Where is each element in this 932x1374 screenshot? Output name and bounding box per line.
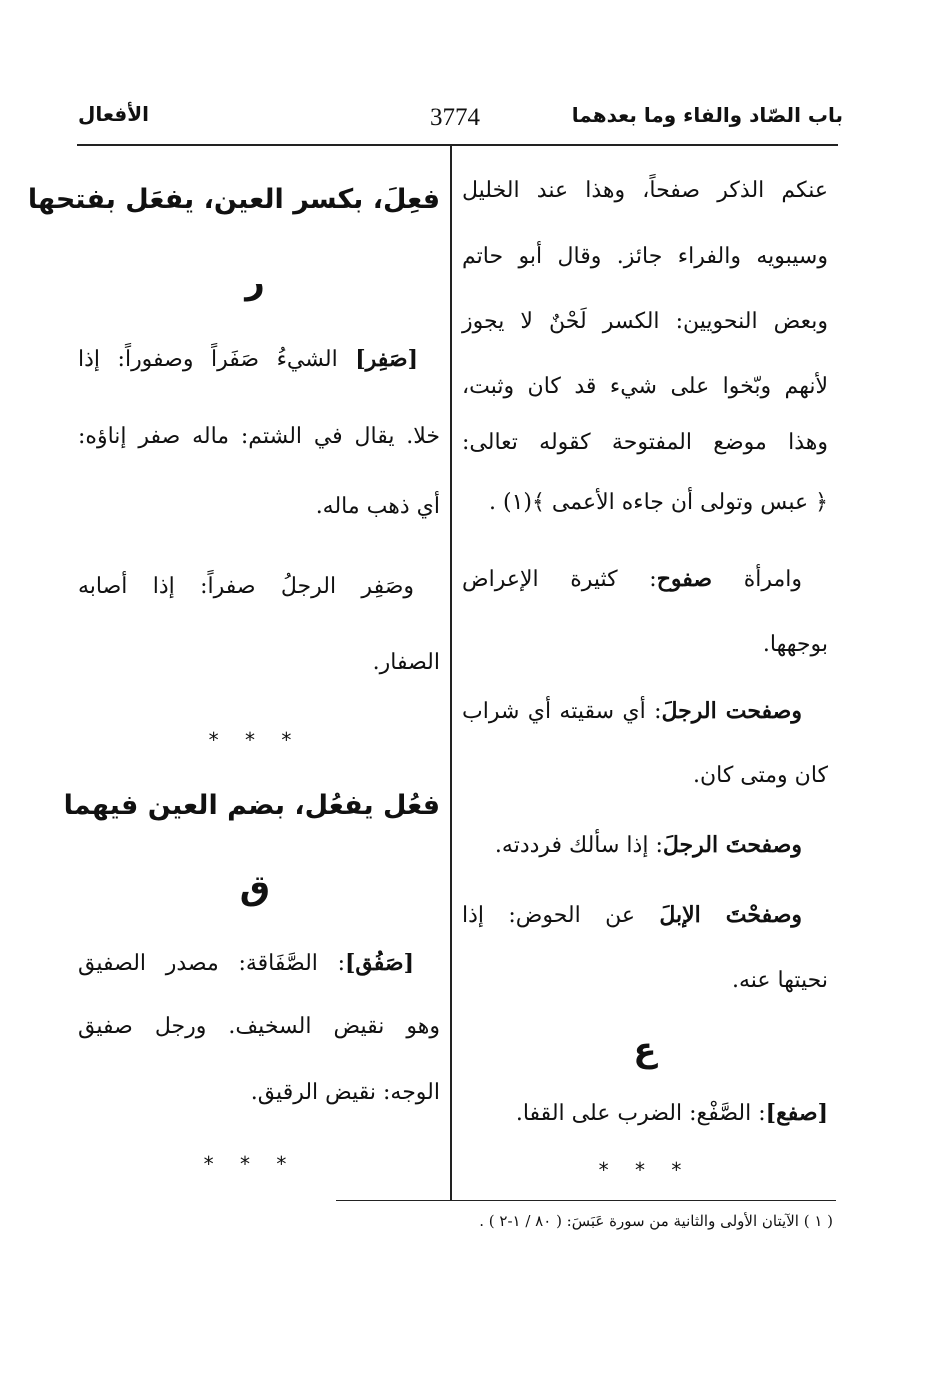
running-head-right: باب الصّاد والفاء وما بعدهما	[571, 103, 843, 127]
entry-headword: وصَفِر الرجلُ	[280, 574, 415, 599]
entry-headword: [صَفِر]	[355, 346, 418, 372]
entry-headword: [صَفُق]	[345, 950, 414, 976]
section-title: فعِلَ، بكسر العين، يفعَل بفتحها	[27, 184, 440, 215]
text-line: خلا. يقال في الشتم: ماله صفر إناؤه:	[78, 424, 440, 449]
text-line: وبعض النحويين: الكسر لَحْنٌ لا يجوز	[462, 309, 828, 334]
entry-line: وصفحتَ الرجلَ: إذا سألك فرددته.	[494, 832, 802, 858]
footnote: ( ١ ) الآيتان الأولى والثانية من سورة عَبَسَ: ( ٨٠ / ١-٢ ) .	[479, 1212, 833, 1230]
page-number: 3774	[430, 104, 480, 131]
text-line: كان ومتى كان.	[692, 763, 828, 788]
section-letter: ق	[239, 868, 271, 908]
section-separator: * * *	[203, 1152, 297, 1176]
section-letter: ع	[633, 1030, 657, 1070]
text-line: أي ذهب ماله.	[315, 494, 440, 519]
entry-line: وامرأة صفوح: كثيرة الإعراض	[462, 566, 802, 592]
section-letter: ر	[245, 262, 265, 302]
section-separator: * * *	[208, 728, 302, 752]
entry-line: [صفع]: الصَّفْع: الضرب على القفا.	[515, 1100, 828, 1126]
text-line: الوجه: نقيض الرقيق.	[250, 1080, 440, 1105]
quran-verse: ﴿ عبس وتولى أن جاءه الأعمى ﴾(١) .	[489, 490, 828, 515]
entry-headword: صفوح	[656, 566, 713, 592]
running-head-left: الأفعال	[78, 102, 149, 126]
text-line: لأنهم وبّخوا على شيء قد كان وثبت،	[462, 374, 828, 399]
section-separator: * * *	[598, 1158, 692, 1182]
text-line: الصفار.	[372, 650, 440, 675]
text-line: وهذا موضع المفتوحة كقوله تعالى:	[462, 430, 828, 455]
text-line: وهو نقيض السخيف. ورجل صفيق	[78, 1014, 440, 1039]
entry-headword: وصفحت الرجلَ	[661, 698, 802, 724]
footnote-rule	[336, 1200, 836, 1201]
text-line: وسيبويه والفراء جائز. وقال أبو حاتم	[462, 244, 828, 269]
entry-headword: وصفحتَ الرجلَ	[662, 832, 802, 858]
text-line: عنكم الذكر صفحاً، وهذا عند الخليل	[462, 178, 828, 203]
entry-line: [صَفُق]: الصَّفَاقة: مصدر الصفيق	[78, 950, 414, 976]
section-title: فعُل يفعُل، بضم العين فيهما	[63, 790, 440, 821]
entry-line: وصفحْتَ الإبلَ عن الحوض: إذا	[462, 902, 802, 928]
entry-headword: [صفع]	[765, 1100, 828, 1126]
entry-line: [صَفِر] الشيءُ صَفَراً وصفوراً: إذا	[78, 346, 418, 372]
column-divider	[450, 145, 452, 1200]
text-line: بوجهها.	[762, 632, 828, 657]
header-rule	[77, 144, 838, 146]
entry-line: وصفحت الرجلَ: أي سقيته أي شراب	[462, 698, 802, 724]
entry-headword: وصفحْتَ الإبلَ	[659, 902, 802, 928]
text-line: نحيتها عنه.	[732, 968, 828, 993]
entry-line: وصَفِر الرجلُ صفراً: إذا أصابه	[78, 574, 415, 599]
